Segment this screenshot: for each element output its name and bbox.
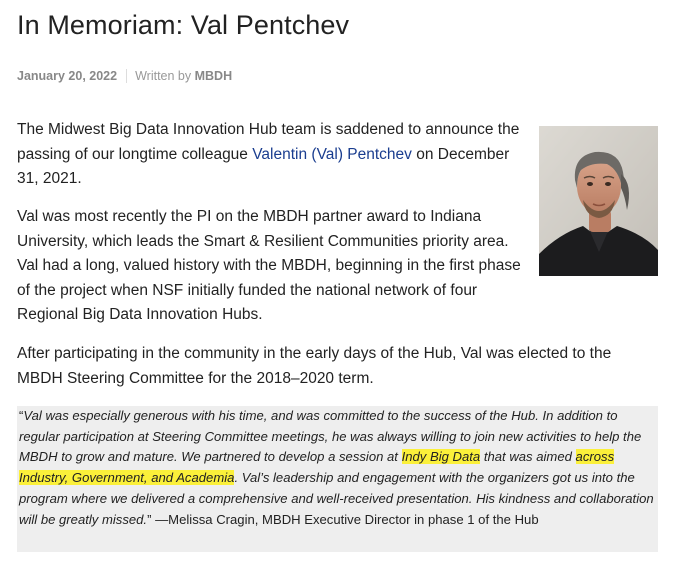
steering-paragraph: After participating in the community in the early days of the Hub, Val was elected to the MBDH Steering Committee for the 2018–2020 term. (17, 345, 612, 387)
quote-close-mark: ” (147, 511, 152, 527)
article-meta (17, 69, 232, 83)
quote-part-2: that was aimed (480, 449, 576, 465)
quote-part-1: Val was especially generous with his time, and was committed to the success of the Hub. In addition to regular participation at Steering Committee meetings, he was always willing to join new activities to help the MBDH to grow and mature. We partnered to develop a session at (19, 408, 642, 465)
page-title: In Memoriam: Val Pentchev (17, 10, 350, 40)
intro-text: The Midwest Big Data Innovation Hub team is saddened to announce the passing of our longtime colleague (17, 121, 520, 163)
quote-open-mark: “ (19, 408, 24, 423)
blockquote (17, 406, 658, 552)
quote-part-3: . Val’s leadership and engagement with the organizers got us into the program where we delivered a comprehensive and well-received presentation. His kindness and collaboration will be greatly missed. (19, 470, 654, 527)
publish-date: January 20, 2022 (17, 69, 118, 83)
val-pentchev-link[interactable]: Valentin (Val) Pentchev (252, 145, 412, 163)
quote-attribution: —Melissa Cragin, MBDH Executive Director in phase 1 of the Hub (151, 511, 539, 527)
intro-text-end: on December 31, 2021. (17, 145, 510, 187)
intro-paragraph (17, 118, 522, 192)
portrait-photo-icon (539, 126, 658, 276)
indy-big-data-link[interactable] (402, 449, 481, 464)
indy-big-data-text: Indy Big Data (401, 449, 481, 465)
highlighted-sectors: across Industry, Government, and Academia (19, 449, 615, 486)
quote-text (17, 406, 658, 530)
written-by-label: Written by (135, 69, 192, 83)
meta-divider (126, 69, 127, 83)
role-paragraph: Val was most recently the PI on the MBDH partner award to Indiana University, which leads the Smart & Resilient Communities priority area. Val had a long, valued history with the MBDH, beginning in the first phase of the project when NSF initially funded the national network of four Regional Big Data Innovation Hubs. (17, 208, 521, 323)
author-link[interactable]: MBDH (194, 69, 233, 83)
